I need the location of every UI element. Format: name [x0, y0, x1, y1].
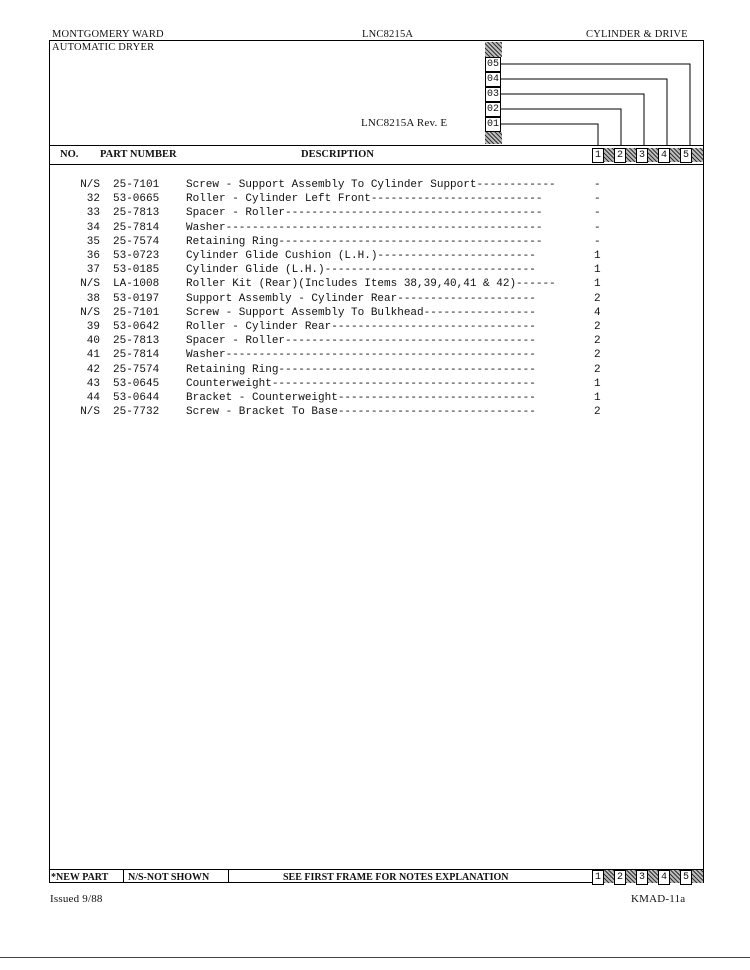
- row-part-number: 53-0723: [113, 250, 160, 262]
- table-row: [0, 207, 700, 221]
- row-part-number: 53-0644: [113, 392, 160, 404]
- header-qty-box-4: 4: [658, 148, 670, 163]
- col-description: DESCRIPTION: [301, 149, 374, 160]
- table-row: [0, 349, 700, 363]
- table-row: [0, 264, 700, 278]
- row-quantity: -: [594, 221, 601, 234]
- brand-label: MONTGOMERY WARD: [52, 29, 164, 40]
- row-quantity: -: [594, 207, 601, 220]
- product-label: AUTOMATIC DRYER: [52, 42, 155, 53]
- header-qty-hatch: [692, 148, 703, 162]
- footer-qty-hatch: [626, 870, 636, 883]
- table-row: [0, 378, 700, 392]
- section-label: CYLINDER & DRIVE: [586, 29, 688, 40]
- header-qty-box-3: 3: [636, 148, 648, 163]
- row-part-number: 25-7101: [113, 306, 160, 319]
- row-description: Spacer - Roller--------------------------------------: [186, 335, 536, 348]
- header-qty-boxes: [592, 147, 704, 163]
- rev-box-03: 03: [486, 89, 499, 100]
- header-qty-hatch: [648, 148, 658, 162]
- row-no: N/S: [80, 179, 100, 191]
- table-row: [0, 364, 700, 378]
- row-no: 33: [86, 207, 100, 220]
- footer-divider-2: [228, 869, 229, 883]
- row-part-number: 25-7814: [113, 221, 160, 234]
- row-description: Retaining Ring---------------------------------------: [186, 363, 536, 376]
- rev-box-01: 01: [486, 119, 499, 130]
- row-quantity: 1: [594, 250, 601, 262]
- row-quantity: 2: [594, 349, 601, 362]
- header-qty-hatch: [626, 148, 636, 162]
- row-no: N/S: [80, 306, 100, 319]
- col-part-number: PART NUMBER: [100, 149, 177, 160]
- issued-date: Issued 9/88: [50, 893, 103, 905]
- rev-box-02: 02: [486, 104, 499, 115]
- header-qty-hatch: [604, 148, 614, 162]
- row-part-number: 25-7813: [113, 207, 160, 220]
- row-part-number: 25-7101: [113, 179, 160, 191]
- row-part-number: 53-0185: [113, 264, 160, 277]
- row-quantity: -: [594, 235, 601, 248]
- header-qty-hatch: [670, 148, 680, 162]
- row-description: Support Assembly - Cylinder Rear---------------------: [186, 292, 536, 305]
- table-row: [0, 293, 700, 307]
- table-row: [0, 179, 700, 193]
- row-description: Washer------------------------------------------------: [186, 221, 543, 234]
- row-description: Spacer - Roller---------------------------------------: [186, 207, 543, 220]
- row-quantity: 4: [594, 306, 601, 319]
- row-no: N/S: [80, 406, 100, 419]
- page-code: KMAD-11a: [631, 893, 686, 905]
- footer-qty-box-4: 4: [658, 870, 670, 885]
- row-description: Counterweight----------------------------------------: [186, 377, 536, 390]
- header-qty-box-5: 5: [680, 148, 692, 163]
- row-quantity: 1: [594, 377, 601, 390]
- row-part-number: 53-0642: [113, 321, 160, 333]
- row-no: 44: [86, 392, 100, 404]
- row-no: 36: [86, 250, 100, 262]
- footer-qty-box-1: 1: [592, 870, 604, 885]
- row-no: 34: [86, 221, 100, 234]
- row-description: Screw - Support Assembly To Bulkhead-----------------: [186, 306, 536, 319]
- row-part-number: 53-0665: [113, 193, 160, 206]
- row-part-number: 25-7574: [113, 235, 160, 248]
- row-description: Bracket - Counterweight------------------------------: [186, 392, 536, 404]
- row-quantity: 1: [594, 392, 601, 404]
- footer-qty-boxes: [592, 869, 704, 884]
- table-row: [0, 307, 700, 321]
- footer-qty-box-3: 3: [636, 870, 648, 885]
- footer-qty-hatch: [692, 870, 703, 883]
- footer-new-part: *NEW PART: [51, 872, 109, 883]
- table-row: [0, 392, 700, 406]
- model-label: LNC8215A: [362, 29, 414, 40]
- table-row: [0, 321, 700, 335]
- col-no: NO.: [60, 149, 79, 160]
- row-no: 40: [86, 335, 100, 348]
- table-row: [0, 335, 700, 349]
- footer-notes: SEE FIRST FRAME FOR NOTES EXPLANATION: [283, 872, 509, 883]
- row-description: Roller Kit (Rear)(Includes Items 38,39,40,41 & 42)------: [186, 278, 556, 291]
- row-quantity: 2: [594, 335, 601, 348]
- header-bottom-rule: [49, 164, 704, 165]
- header-top-rule: [49, 145, 704, 146]
- row-description: Screw - Bracket To Base------------------------------: [186, 406, 536, 419]
- row-quantity: 2: [594, 292, 601, 305]
- row-description: Washer-----------------------------------------------: [186, 349, 536, 362]
- header-qty-box-2: 2: [614, 148, 626, 163]
- row-no: 37: [86, 264, 100, 277]
- row-quantity: 2: [594, 321, 601, 333]
- row-part-number: 25-7813: [113, 335, 160, 348]
- row-description: Cylinder Glide Cushion (L.H.)------------------------: [186, 250, 536, 262]
- row-quantity: 2: [594, 406, 601, 419]
- row-part-number: LA-1008: [113, 278, 160, 291]
- row-no: 39: [86, 321, 100, 333]
- row-quantity: 1: [594, 264, 601, 277]
- table-row: [0, 193, 700, 207]
- table-row: [0, 222, 700, 236]
- row-part-number: 25-7574: [113, 363, 160, 376]
- row-description: Roller - Cylinder Rear-------------------------------: [186, 321, 536, 333]
- row-part-number: 25-7732: [113, 406, 160, 419]
- row-no: 41: [86, 349, 100, 362]
- row-quantity: -: [594, 193, 601, 206]
- rev-box-05: 05: [486, 59, 499, 70]
- row-part-number: 25-7814: [113, 349, 160, 362]
- row-description: Cylinder Glide (L.H.)--------------------------------: [186, 264, 536, 277]
- row-no: 42: [86, 363, 100, 376]
- row-description: Roller - Cylinder Left Front--------------------------: [186, 193, 543, 206]
- table-row: [0, 278, 700, 292]
- footer-not-shown: N/S-NOT SHOWN: [128, 872, 210, 883]
- row-no: 32: [86, 193, 100, 206]
- table-row: [0, 250, 700, 264]
- revision-label: LNC8215A Rev. E: [361, 117, 448, 129]
- rev-box-04: 04: [486, 74, 499, 85]
- row-description: Screw - Support Assembly To Cylinder Support------------: [186, 179, 556, 191]
- row-part-number: 53-0197: [113, 292, 160, 305]
- footer-qty-hatch: [648, 870, 658, 883]
- header-qty-box-1: 1: [592, 148, 604, 163]
- row-quantity: 1: [594, 278, 601, 291]
- table-row: [0, 406, 700, 420]
- row-quantity: -: [594, 179, 601, 191]
- row-no: 35: [86, 235, 100, 248]
- row-no: 43: [86, 377, 100, 390]
- row-no: 38: [86, 292, 100, 305]
- row-quantity: 2: [594, 363, 601, 376]
- footer-qty-box-5: 5: [680, 870, 692, 885]
- footer-divider-1: [123, 869, 124, 883]
- footer-qty-box-2: 2: [614, 870, 626, 885]
- footer-qty-hatch: [604, 870, 614, 883]
- row-description: Retaining Ring----------------------------------------: [186, 235, 543, 248]
- row-no: N/S: [80, 278, 100, 291]
- footer-qty-hatch: [670, 870, 680, 883]
- page-bottom-rule: [0, 957, 750, 958]
- table-row: [0, 236, 700, 250]
- row-part-number: 53-0645: [113, 377, 160, 390]
